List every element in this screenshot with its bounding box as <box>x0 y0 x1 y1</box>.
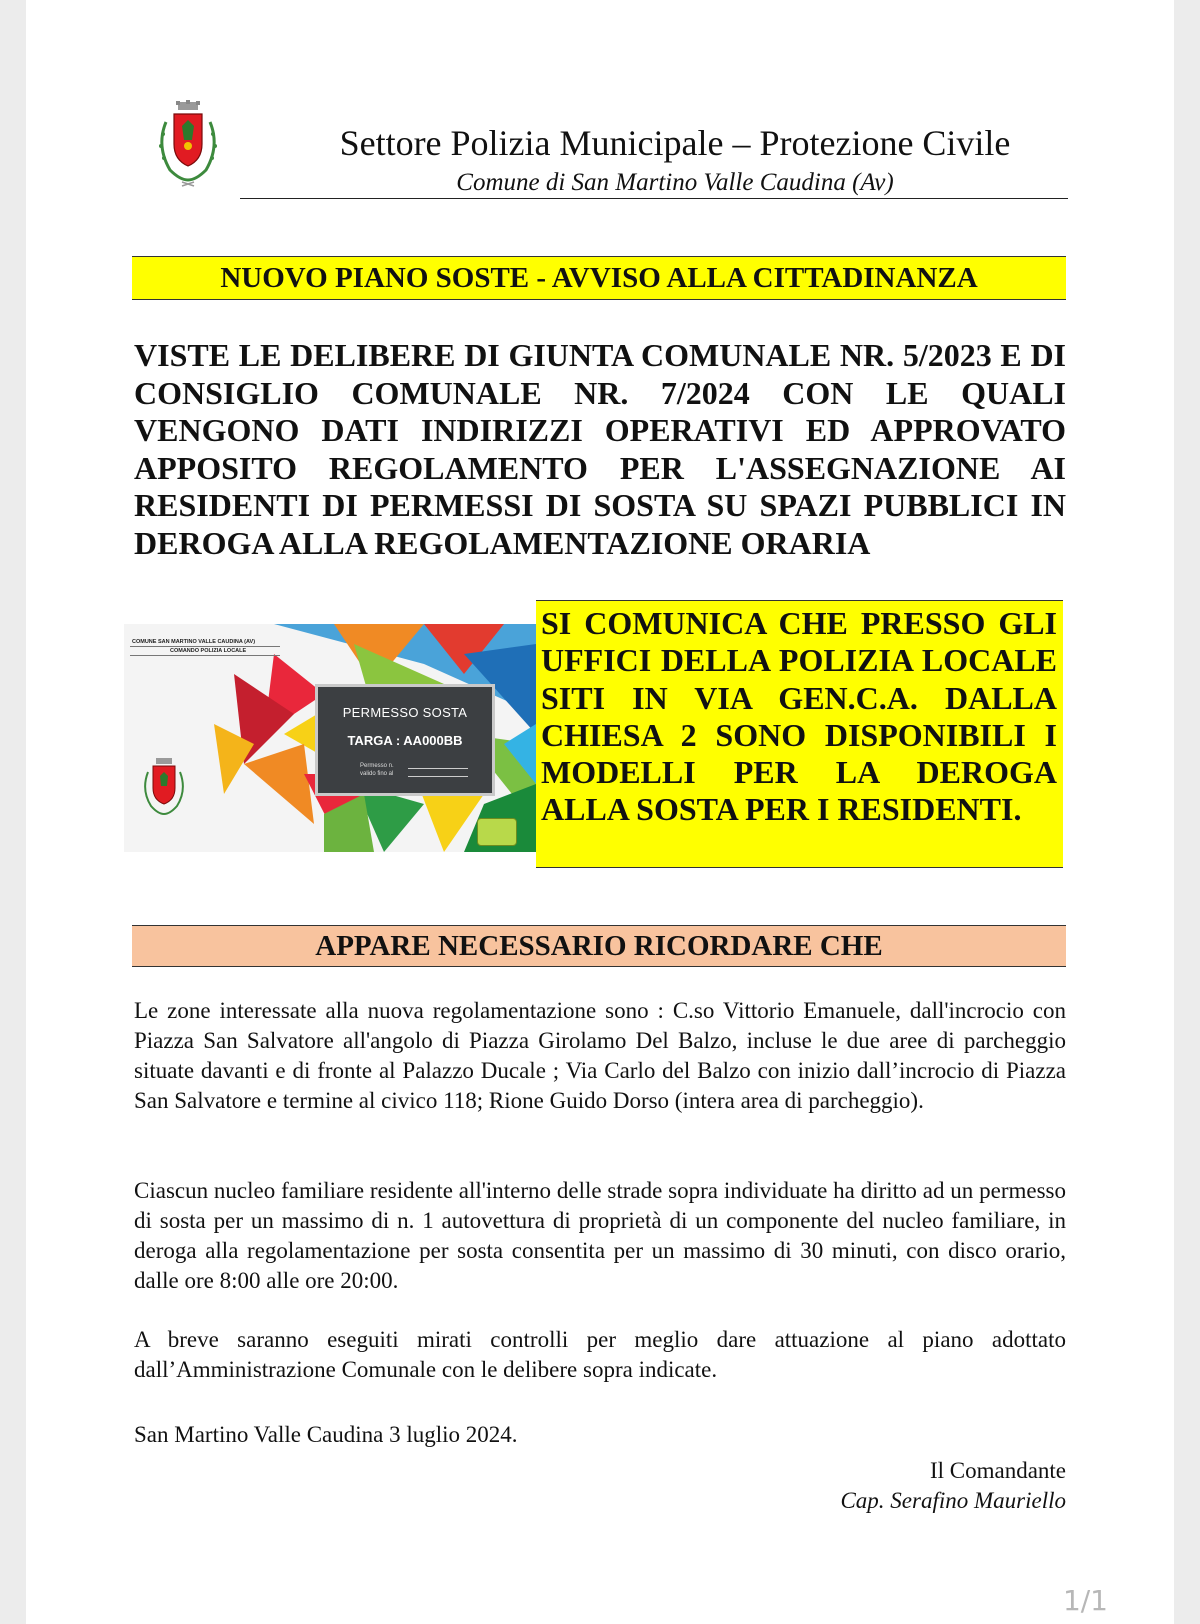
paragraph-permit-rights: Ciascun nucleo familiare residente all'interno delle strade sopra individuate ha diritto ad un permesso di sosta per un massimo di n. 1 autovettura di proprietà di un componente del nucleo familiare, in deroga alla regolamentazione per sosta consentita per un massimo di 30 minuti, con disco orario, dalle ore 8:00 alle ore 20:00. <box>134 1178 1066 1293</box>
paragraph-controls: A breve saranno eseguiti mirati controlli per meglio dare attuazione al piano adottato dall’Amministrazione Comunale con le delibere sopra indicate. <box>134 1327 1066 1382</box>
permit-header-line1: COMUNE SAN MARTINO VALLE CAUDINA (AV) <box>130 638 280 647</box>
header-subtitle: Comune di San Martino Valle Caudina (Av) <box>456 169 894 196</box>
document-page <box>26 0 1174 1624</box>
communication-text: SI COMUNICA CHE PRESSO GLI UFFICI DELLA POLIZIA LOCALE SITI IN VIA GEN.C.A. DALLA CHIESA 2 SONO DISPONIBILI I MODELLI PER LA DEROGA ALLA SOSTA PER I RESIDENTI. <box>541 605 1057 828</box>
permit-card-line1 <box>408 768 468 769</box>
permit-chip <box>477 818 517 846</box>
notice-banner: NUOVO PIANO SOSTE - AVVISO ALLA CITTADINANZA <box>132 256 1066 300</box>
reminder-banner: APPARE NECESSARIO RICORDARE CHE <box>132 925 1066 967</box>
paragraph-zones: Le zone interessate alla nuova regolamentazione sono : C.so Vittorio Emanuele, dall'incrocio con Piazza San Salvatore all'angolo di Piazza Girolamo Del Balzo, incluse le due aree di parcheggio situate davanti e di fronte al Palazzo Ducale ; Via Carlo del Balzo con inizio dall’incrocio di Piazza San Salvatore e termine al civico 118; Rione Guido Dorso (intera area di parcheggio). <box>134 998 1066 1113</box>
permit-header-line2: COMANDO POLIZIA LOCALE <box>130 647 280 656</box>
page-indicator: 1/1 <box>1062 1584 1108 1617</box>
permit-card-line2 <box>408 776 468 777</box>
header-divider <box>240 198 1068 199</box>
signature-name: Cap. Serafino Mauriello <box>840 1488 1066 1513</box>
permit-card <box>315 684 495 796</box>
date-line: San Martino Valle Caudina 3 luglio 2024. <box>134 1422 518 1447</box>
permit-card-targa: TARGA : AA000BB <box>347 733 463 748</box>
main-paragraph: VISTE LE DELIBERE DI GIUNTA COMUNALE NR. 5/2023 E DI CONSIGLIO COMUNALE NR. 7/2024 CON LE QUALI VENGONO DATI INDIRIZZI OPERATIVI ED APPROVATO APPOSITO REGOLAMENTO PER L'ASSEGNAZIONE AI RESIDENTI DI PERMESSI DI SOSTA SU SPAZI PUBBLICI IN DEROGA ALLA REGOLAMENTAZIONE ORARIA <box>134 337 1066 561</box>
parking-permit-image <box>124 624 536 852</box>
municipal-crest-icon <box>152 100 224 192</box>
permit-header <box>130 638 280 656</box>
permit-crest-icon <box>140 756 188 824</box>
signature-role: Il Comandante <box>929 1458 1066 1483</box>
permit-card-note2: valido fino al <box>360 771 394 777</box>
permit-card-title: PERMESSO SOSTA <box>342 705 468 720</box>
permit-card-note1: Permesso n. <box>360 763 394 769</box>
communication-box <box>536 600 1063 868</box>
header-title: Settore Polizia Municipale – Protezione Civile <box>339 123 1011 163</box>
